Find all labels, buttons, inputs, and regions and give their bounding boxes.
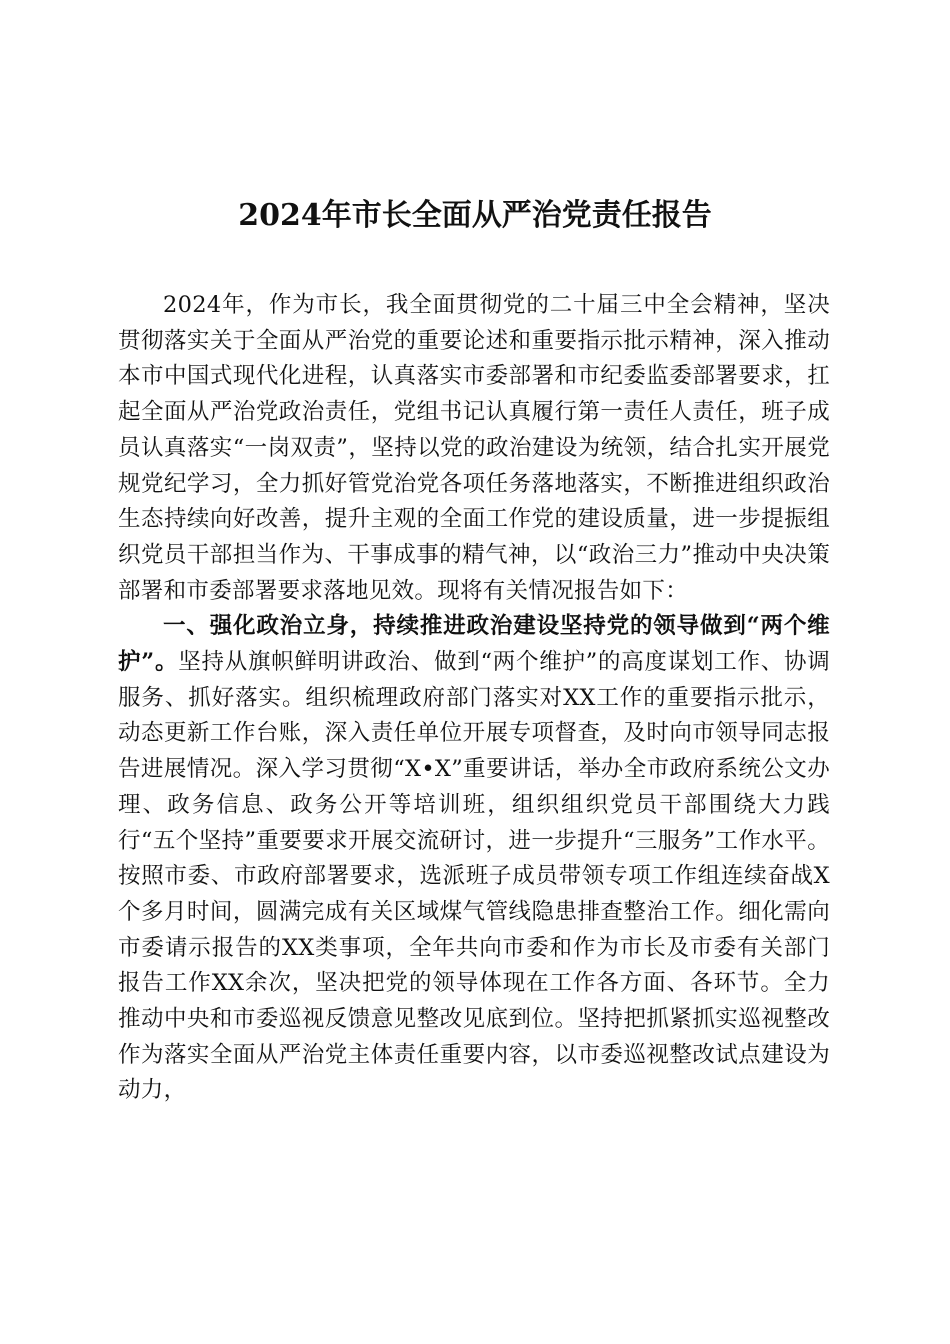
section-1-paragraph	[118, 609, 830, 1109]
intro-paragraph: 2024年，作为市长，我全面贯彻党的二十届三中全会精神，坚决贯彻落实关于全面从严治党的重要论述和重要指示批示精神，深入推动本市中国式现代化进程，认真落实市委部署和市纪委监委部署要求，扛起全面从严治党政治责任，党组书记认真履行第一责任人责任，班子成员认真落实“一岗双责”，坚持以党的政治建设为统领，结合扎实开展党规党纪学习，全力抓好管党治党各项任务落地落实，不断推进组织政治生态持续向好改善，提升主观的全面工作党的建设质量，进一步提振组织党员干部担当作为、干事成事的精气神，以“政治三力”推动中央决策部署和市委部署要求落地见效。现将有关情况报告如下：	[118, 292, 830, 604]
document-title: 2024年市长全面从严治党责任报告	[238, 198, 712, 233]
section-1-heading: 一、强化政治立身，持续推进政治建设坚持党的领导做到“两个维护”。	[118, 613, 830, 676]
document-body	[118, 288, 830, 1109]
section-1-body: 坚持从旗帜鲜明讲政治、做到“两个维护”的高度谋划工作、协调服务、抓好落实。组织梳理政府部门落实对XX工作的重要指示批示，动态更新工作台账，深入责任单位开展专项督查，及时向市领导同志报告进展情况。深入学习贯彻“X•X”重要讲话，举办全市政府系统公文办理、政务信息、政务公开等培训班，组织组织党员干部围绕大力践行“五个坚持”重要要求开展交流研讨，进一步提升“三服务”工作水平。按照市委、市政府部署要求，选派班子成员带领专项工作组连续奋战X个多月时间，圆满完成有关区域煤气管线隐患排查整治工作。细化需向市委请示报告的XX类事项，全年共向市委和作为市长及市委有关部门报告工作XX余次，坚决把党的领导体现在工作各方面、各环节。全力推动中央和市委巡视反馈意见整改见底到位。坚持把抓紧抓实巡视整改作为落实全面从严治党主体责任重要内容，以市委巡视整改试点建设为动力，	[118, 649, 830, 1104]
